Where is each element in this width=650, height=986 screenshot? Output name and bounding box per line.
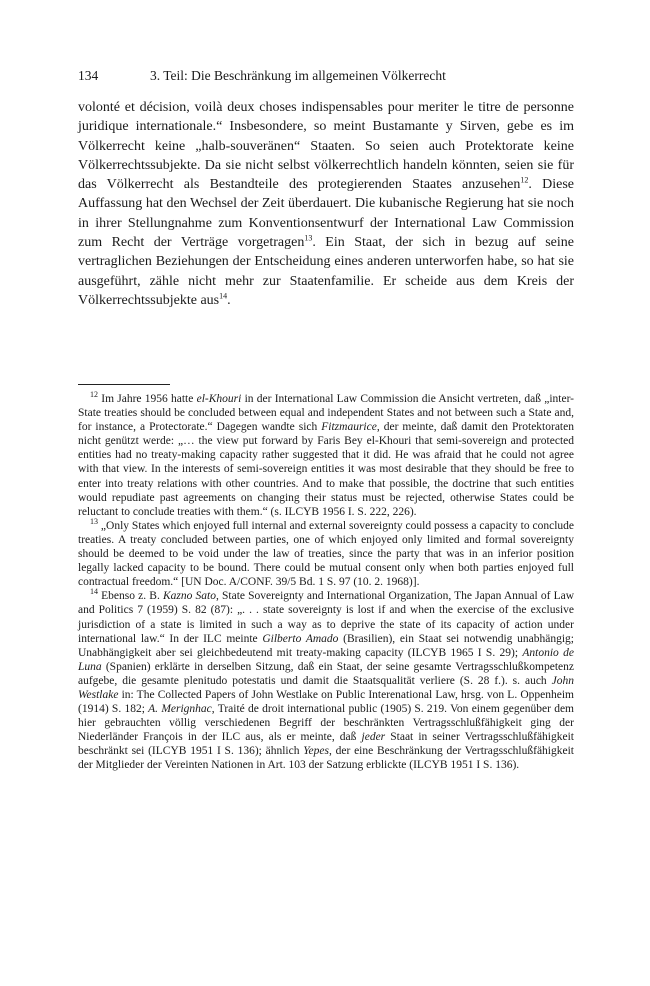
footnote-mark: 12 bbox=[90, 390, 98, 400]
footnote-ref-12: 12 bbox=[520, 175, 529, 185]
text-segment: . Diese Auffassung hat den Wechsel der Zeit überdauert. Die kubanische Regierung hat sie noch in ihrer Stellungnahme zum Konventionsentwurf der International Law Commission zum Recht der Verträge vorgetragen bbox=[78, 177, 574, 251]
footnote-text: , der eine Beschränkung der Vertragsschlußfähigkeit der Mitglieder der Vereinten Nationen in Art. 103 der Satzung erblickte (ILCYB 1951 I S. 136). bbox=[78, 745, 574, 772]
emphasis: jeder bbox=[361, 731, 386, 744]
text-segment: . bbox=[227, 292, 231, 308]
footnote-text: in der International Law Commission die Ansicht vertreten, daß „inter-State treaties should be concluded between equal and independent States and not between such a State and, for instance, a Protectorate.“ Dagegen wandte sich bbox=[78, 393, 575, 434]
paragraph bbox=[78, 98, 574, 310]
author-name: A. Merignhac bbox=[148, 703, 212, 716]
page-number: 134 bbox=[78, 68, 99, 83]
footnote-mark: 14 bbox=[90, 587, 98, 597]
footnote-ref-14: 14 bbox=[219, 291, 228, 301]
footnote-text: (Spanien) erklärte in derselben Sitzung, daß ein Staat, der seine gesamte Vertragsschlußkompetenz aufgebe, die gesamte plenitudo potestatis und damit die Staatsqualität verliere (S. 28 f.). s. auch bbox=[78, 660, 574, 687]
footnote-mark: 13 bbox=[90, 517, 98, 527]
author-name: Antonio de Luna bbox=[78, 646, 574, 673]
author-name: el-Khouri bbox=[196, 393, 242, 405]
footnote-text: , der meinte, daß damit den Protektoraten nicht genützt werde: „… the view put forward by Faris Bey el-Khouri that semi-sovereign and protected entities had no treaty-making capacity rather suggested that it did. He was afraid that he could not agree with that view. In the interests of semi-sovereign entities it was most desirable that they should be free to enter into treaty relations with other countries. And to make that possible, the doctrine that such entities would repudiate past agreements on changing their status must be rejected, otherwise States could be reluctant to conclude treaties with them.“ (s. ILCYB 1956 I. S. 222, 226). bbox=[78, 421, 574, 518]
author-name: John Westlake bbox=[78, 674, 574, 701]
footnote-text: Staat in seiner Vertragsschlußfähigkeit beschränkt sei (ILCYB 1951 I S. 136); ähnlich bbox=[78, 731, 574, 758]
running-head bbox=[78, 68, 574, 84]
footnote-text: (Brasilien), ein Staat sei notwendig unabhängig; Unabhängigkeit aber sei gleichbedeutend mit treaty-making capacity (ILCYB 1965 I S. 29); bbox=[78, 632, 574, 659]
footnote-14 bbox=[78, 589, 574, 772]
footnotes bbox=[78, 392, 574, 773]
footnote-13 bbox=[78, 519, 574, 589]
footnote-text: , Traité de droit international public (1905) S. 219. Von einem gegenüber dem hier gebrauchten völlig verschiedenen Begriff der beschränkten Vertragsschlußfähigkeit ging der Niederländer François in der ILC aus, als er meinte, daß bbox=[78, 703, 574, 744]
author-name: Fitzmaurice bbox=[321, 421, 377, 434]
footnote-text: in: The Collected Papers of John Westlake on Public Interenational Law, hrsg. von L. Oppenheim (1914) S. 182; bbox=[78, 688, 574, 716]
text-segment: . Ein Staat, der sich in bezug auf seine vertraglichen Beziehungen der Entscheidung eines anderen unterworfen habe, so hat sie ausgeführt, zähle nicht mehr zur Staatenfamilie. Er scheide aus dem Kreis der Völkerrechtssubjekte aus bbox=[78, 235, 574, 308]
author-name: Gilberto Amado bbox=[262, 632, 339, 645]
footnote-text: „Only States which enjoyed full internal and external sovereignty could possess a capacity to conclude treaties. A treaty concluded between parties, one of which enjoyed only limited and formal sovereignty should be deemed to be void under the law of treaties, since the party that was in an inferior position legally lacked capacity to be bound. There could be mutual consent only when both parties enjoyed full contractual freedom.“ [UN Doc. A/CONF. 39/5 Bd. 1 S. 97 (10. 2. 1968)]. bbox=[78, 519, 575, 589]
footnote-12 bbox=[78, 392, 574, 519]
author-name: Kazno Sato bbox=[162, 590, 216, 603]
footnote-text: , State Sovereignty and International Organization, The Japan Annual of Law and Politics 7 (1959) S. 82 (87): „. . . state sovereignty is lost if and when the exercise of the exclusive jurisdiction of a state is limited in such a way as to deprive the state of its capacity of action under international law.“ In der ILC meinte bbox=[78, 590, 575, 645]
running-title: 3. Teil: Die Beschränkung im allgemeinen Völkerrecht bbox=[150, 68, 446, 83]
author-name: Yepes bbox=[303, 745, 329, 758]
footnote-text: Im Jahre 1956 hatte bbox=[101, 393, 197, 405]
text-segment: volonté et décision, voilà deux choses indispensables pour meriter le titre de personne juridique internationale.“ Insbesondere, so meint Bustamante y Sirven, gebe es im Völkerrecht keine „halb-souveränen“ Staaten. So seien auch Protektorate keine Völkerrechtssubjekte. Da sie nicht selbst völkerrechtlich handeln könnten, seien sie für das Völkerrecht als Bestandteile des protegierenden Staates anzusehen bbox=[78, 100, 574, 193]
footnote-separator bbox=[78, 384, 170, 385]
main-text bbox=[78, 98, 574, 310]
footnote-ref-13: 13 bbox=[304, 233, 313, 243]
footnote-text: Ebenso z. B. bbox=[101, 590, 163, 603]
